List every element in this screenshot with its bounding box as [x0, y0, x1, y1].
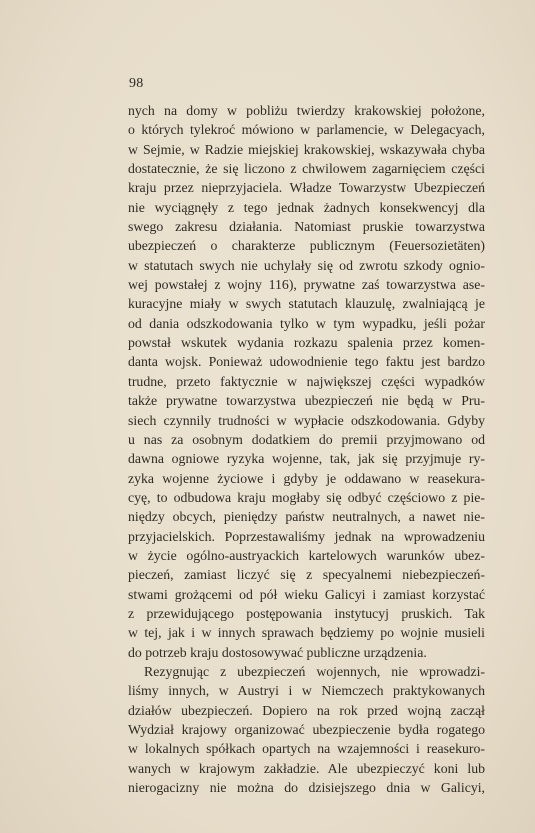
- text-line: siech czynnily trudności w wypłacie odszkodowania. Gdyby: [128, 412, 485, 428]
- text-line: o których tylekroć mówiono w parlamencie, w Delegacyach,: [128, 122, 485, 138]
- text-line: trudne, przeto faktycznie w największej części wypadków: [128, 373, 485, 389]
- text-line: działów ubezpieczeń. Dopiero na rok przed wojną zaczął: [128, 702, 485, 718]
- text-line: także prywatne towarzystwa ubezpieczeń nie będą w Pru-: [128, 393, 485, 409]
- text-line: kuracyjne miały w swych statutach klauzulę, zwalniającą je: [128, 296, 485, 312]
- text-line: dostatecznie, że się liczono z chwilowem zagarnięciem części: [128, 161, 485, 177]
- text-line: stwami grożącemi od pół wieku Galicyi i zamiast korzystać: [128, 586, 485, 602]
- text-line: kraju przez nieprzyjaciela. Władze Towarzystw Ubezpieczeń: [128, 180, 485, 196]
- text-line: Wydział krajowy organizować ubezpieczenie bydła rogatego: [128, 722, 485, 737]
- text-line: dawna ogniowe ryzyka wojenne, tak, jak się przyjmuje ry-: [128, 451, 485, 467]
- text-line: swego zakresu działania. Natomiast pruskie towarzystwa: [128, 219, 485, 235]
- text-line: nierogacizny nie można do dzisiejszego dnia w Galicyi,: [128, 780, 485, 796]
- text-line: w życie ogólno-austryackich kartelowych warunków ubez-: [128, 547, 485, 563]
- text-line: z przewidującego postępowania instytucyj pruskich. Tak: [128, 605, 485, 621]
- text-line: zyka wojenne życiowe i gdyby je oddawano w reasekura-: [128, 470, 485, 486]
- text-line: liśmy innych, w Austryi i w Niemczech praktykowanych: [128, 683, 485, 699]
- text-line: w statutach swych nie uchylały się od zwrotu szkody ognio-: [128, 257, 485, 273]
- text-line: cyę, to odbudowa kraju mogłaby się odbyć częściowo z pie-: [128, 489, 485, 505]
- text-line: nie wyciągnęły z tego jednak żadnych konsekwencyj dla: [128, 199, 485, 215]
- page-number: 98: [129, 76, 144, 91]
- text-line: od dania odszkodowania tylko w tym wypadku, jeśli pożar: [128, 315, 485, 331]
- text-line: wanych w krajowym zakładzie. Ale ubezpieczyć koni lub: [128, 760, 485, 776]
- text-line: w Sejmie, w Radzie miejskiej krakowskiej, wskazywała chyba: [128, 141, 485, 157]
- text-line: ubezpieczeń o charakterze publicznym (Feuersozietäten): [128, 238, 485, 254]
- text-line: pieczeń, zamiast liczyć się z specyalnemi niebezpieczeń-: [128, 567, 485, 583]
- text-line: nych na domy w pobliżu twierdzy krakowskiej położone,: [128, 103, 485, 118]
- text-line: przyjacielskich. Poprzestawaliśmy jednak na wprowadzeniu: [128, 528, 485, 544]
- text-line: do potrzeb kraju dostosowywać publiczne urządzenia.: [128, 644, 427, 660]
- body-text: [128, 101, 485, 797]
- text-line: Rezygnując z ubezpieczeń wojennych, nie wprowadzi-: [144, 663, 485, 679]
- text-line: wej powstałej z wojny 116), prywatne zaś towarzystwa ase-: [128, 277, 485, 293]
- text-line: danta wojsk. Ponieważ udowodnienie tego faktu jest bardzo: [128, 354, 485, 370]
- text-line: powstał wskutek wydania rozkazu spalenia przez komen-: [128, 335, 485, 351]
- text-line: niędzy obcych, pieniędzy państw neutralnych, a nawet nie-: [128, 509, 485, 525]
- text-line: u nas za osobnym dodatkiem do premii przyjmowano od: [128, 431, 485, 447]
- text-line: w lokalnych spółkach opartych na wzajemności i reasekuro-: [128, 741, 485, 757]
- text-line: w tej, jak i w innych sprawach będziemy po wojnie musieli: [128, 625, 485, 641]
